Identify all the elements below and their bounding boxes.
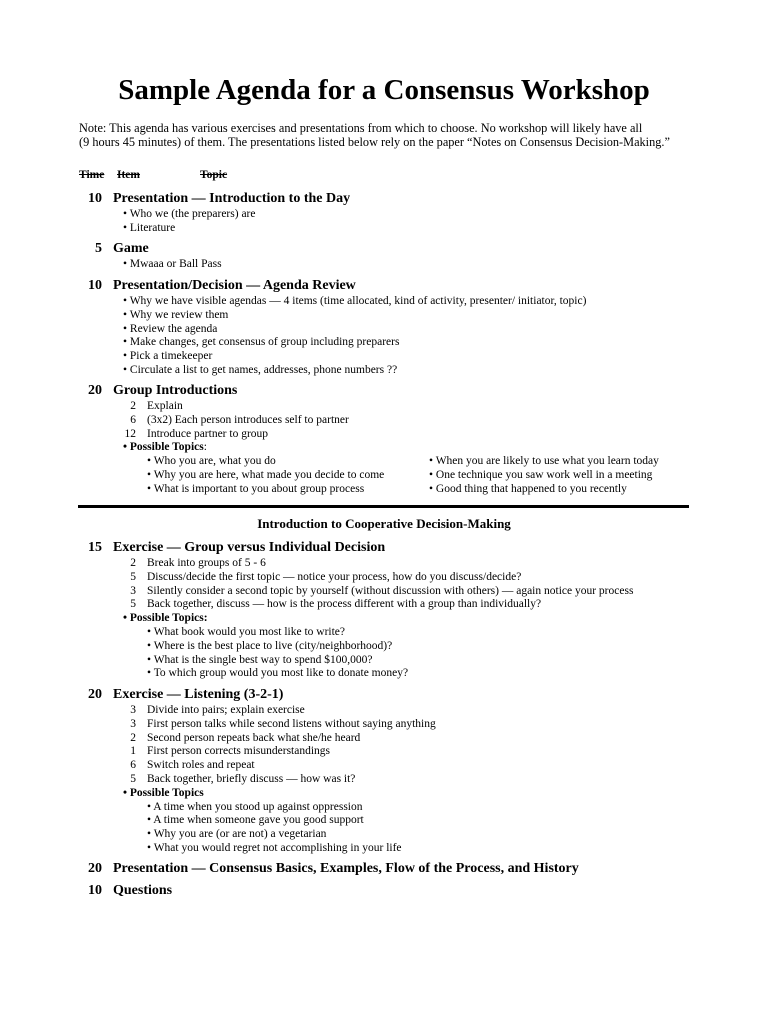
agenda-section-questions [0,881,768,900]
step-row: 5 Back together, discuss — how is the process different with a group than individually? [130,598,542,611]
topic-row: • What is important to you about group process • Good thing that happened to you recently [147,482,627,495]
section-heading [0,381,768,400]
section-time: 5 [95,241,102,256]
section-time: 20 [88,687,102,702]
list-item: • Circulate a list to get names, addresses, phone numbers ?? [123,363,398,376]
step-row: 3 Divide into pairs; explain exercise [130,704,305,716]
topic-row: • A time when someone gave you good support [147,814,364,827]
step-row: 6 Switch roles and repeat [130,759,255,772]
section-heading [0,859,768,878]
agenda-section-group-vs-individual [0,538,768,681]
section-name: Exercise — Group versus Individual Decision [113,540,386,555]
section-name: Presentation — Introduction to the Day [113,191,351,206]
column-header-topic: Topic [200,169,228,181]
section-heading [0,276,768,295]
step-row: 2 Break into groups of 5 - 6 [130,557,266,569]
agenda-section-game [0,239,768,272]
topic-row: • What book would you most like to write? [147,625,346,638]
topic-row: • Why you are here, what made you decide to come • One technique you saw work well in a meeting [147,468,653,481]
agenda-section-listening [0,685,768,856]
step-row: 2 Explain [130,400,183,412]
section-heading [0,881,768,900]
agenda-section-consensus-basics [0,859,768,878]
section-heading [0,538,768,557]
part-heading: Introduction to Cooperative Decision-Making [257,516,511,531]
section-name: Group Introductions [113,383,238,398]
section-heading [0,239,768,258]
section-name: Presentation/Decision — Agenda Review [113,278,356,293]
section-time: 10 [88,278,102,293]
topic-row: • What you would regret not accomplishing in your life [147,841,402,854]
note-line-1: Note: This agenda has various exercises and presentations from which to choose. No workshop will likely have all [79,121,643,135]
column-header-item: Item [117,169,140,181]
section-time: 10 [88,883,102,898]
section-time: 10 [88,191,102,206]
section-time: 15 [88,540,102,555]
topic-row: • To which group would you most like to donate money? [147,667,409,680]
note-line-2: (9 hours 45 minutes) of them. The presentations listed below rely on the paper “Notes on Consensus Decision-Making.” [79,135,670,149]
possible-topics-label: • Possible Topics [123,786,204,799]
possible-topics-label: • Possible Topics: [123,612,208,625]
possible-topics-label: • Possible Topics: [123,441,207,454]
list-item: • Why we have visible agendas — 4 items (time allocated, kind of activity, presenter/ initiator, topic) [123,295,587,307]
step-row: 5 Back together, briefly discuss — how was it? [130,772,356,785]
step-row: 12 Introduce partner to group [124,427,269,440]
step-row: 6 (3x2) Each person introduces self to partner [130,413,349,426]
step-row: 2 Second person repeats back what she/he heard [130,731,361,744]
list-item: • Literature [123,221,176,234]
agenda-section-agenda-review [0,276,768,378]
step-row: 5 Discuss/decide the first topic — notice your process, how do you discuss/decide? [130,570,522,583]
agenda-section-introduction [0,189,768,236]
note-paragraph [79,121,719,149]
section-divider [78,505,689,508]
section-time: 20 [88,383,102,398]
section-heading [0,685,768,704]
section-name: Game [113,241,149,256]
agenda-section-group-introductions [0,381,768,497]
list-item: • Pick a timekeeper [123,350,213,363]
section-name: Questions [113,883,173,898]
section-name: Exercise — Listening (3-2-1) [113,687,284,702]
list-item: • Make changes, get consensus of group including preparers [123,336,400,349]
section-name: Presentation — Consensus Basics, Examples, Flow of the Process, and History [113,861,579,876]
section-time: 20 [88,861,102,876]
topic-row: • Who you are, what you do • When you are likely to use what you learn today [147,455,659,468]
list-item: • Why we review them [123,308,229,321]
step-row: 1 First person corrects misunderstandings [130,745,331,758]
column-header-time: Time [79,169,105,181]
section-heading [0,189,768,208]
topic-row: • Why you are (or are not) a vegetarian [147,828,327,841]
list-item: • Who we (the preparers) are [123,208,256,220]
page-title: Sample Agenda for a Consensus Workshop [118,74,650,106]
topic-row: • What is the single best way to spend $100,000? [147,653,373,666]
step-row: 3 Silently consider a second topic by yourself (without discussion with others) — again notice your process [130,584,634,597]
list-item: • Mwaaa or Ball Pass [123,258,222,270]
topic-row: • A time when you stood up against oppression [147,800,363,813]
list-item: • Review the agenda [123,322,218,335]
topic-row: • Where is the best place to live (city/neighborhood)? [147,639,393,652]
step-row: 3 First person talks while second listens without saying anything [130,717,436,730]
